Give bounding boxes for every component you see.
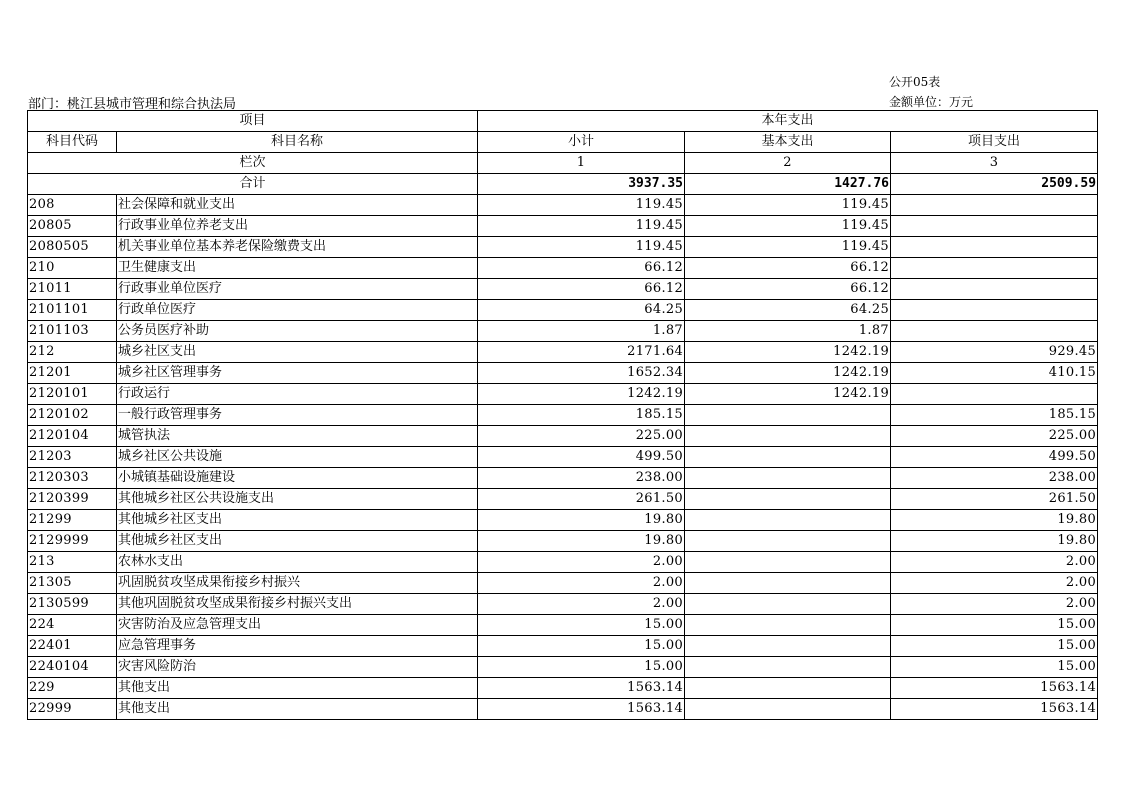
subtotal-cell: 2.00 — [478, 594, 685, 615]
subtotal-cell: 1242.19 — [478, 384, 685, 405]
total-subtotal: 3937.35 — [478, 174, 685, 195]
subject-code-cell: 2120399 — [28, 489, 117, 510]
basic-expense-cell — [685, 531, 891, 552]
table-row — [28, 237, 1098, 258]
table-row — [28, 636, 1098, 657]
project-expense-cell: 1563.14 — [891, 678, 1098, 699]
header-current-year-expense: 本年支出 — [478, 111, 1098, 132]
header-subject-name: 科目名称 — [117, 132, 478, 153]
header-row-2 — [28, 132, 1098, 153]
project-expense-cell: 225.00 — [891, 426, 1098, 447]
basic-expense-cell — [685, 510, 891, 531]
project-expense-cell: 2.00 — [891, 594, 1098, 615]
table-row — [28, 573, 1098, 594]
basic-expense-cell — [685, 489, 891, 510]
project-expense-cell: 19.80 — [891, 510, 1098, 531]
subtotal-cell: 238.00 — [478, 468, 685, 489]
project-expense-cell: 15.00 — [891, 636, 1098, 657]
subject-name-cell: 行政事业单位医疗 — [117, 279, 478, 300]
subject-name-cell: 应急管理事务 — [117, 636, 478, 657]
subject-name-cell: 公务员医疗补助 — [117, 321, 478, 342]
table-row — [28, 195, 1098, 216]
project-expense-cell: 929.45 — [891, 342, 1098, 363]
subject-name-cell: 城乡社区管理事务 — [117, 363, 478, 384]
basic-expense-cell: 66.12 — [685, 258, 891, 279]
expenditure-table — [27, 110, 1098, 720]
basic-expense-cell — [685, 447, 891, 468]
total-basic: 1427.76 — [685, 174, 891, 195]
subject-code-cell: 21011 — [28, 279, 117, 300]
subtotal-cell: 66.12 — [478, 279, 685, 300]
subject-name-cell: 其他巩固脱贫攻坚成果衔接乡村振兴支出 — [117, 594, 478, 615]
table-row — [28, 552, 1098, 573]
basic-expense-cell — [685, 657, 891, 678]
basic-expense-cell: 119.45 — [685, 237, 891, 258]
subtotal-cell: 2.00 — [478, 573, 685, 594]
table-row — [28, 426, 1098, 447]
project-expense-cell: 238.00 — [891, 468, 1098, 489]
subject-code-cell: 212 — [28, 342, 117, 363]
subtotal-cell: 2.00 — [478, 552, 685, 573]
header-basic-expense: 基本支出 — [685, 132, 891, 153]
header-column-index-label: 栏次 — [28, 153, 478, 174]
subject-code-cell: 21201 — [28, 363, 117, 384]
subtotal-cell: 119.45 — [478, 216, 685, 237]
table-row — [28, 531, 1098, 552]
project-expense-cell: 15.00 — [891, 615, 1098, 636]
project-expense-cell: 2.00 — [891, 552, 1098, 573]
table-row — [28, 258, 1098, 279]
header-row-1 — [28, 111, 1098, 132]
project-expense-cell: 410.15 — [891, 363, 1098, 384]
basic-expense-cell: 64.25 — [685, 300, 891, 321]
subject-name-cell: 城乡社区公共设施 — [117, 447, 478, 468]
subject-code-cell: 210 — [28, 258, 117, 279]
subtotal-cell: 499.50 — [478, 447, 685, 468]
basic-expense-cell — [685, 699, 891, 720]
table-row — [28, 615, 1098, 636]
subtotal-cell: 261.50 — [478, 489, 685, 510]
subtotal-cell: 1563.14 — [478, 678, 685, 699]
header-row-3 — [28, 153, 1098, 174]
subject-name-cell: 其他支出 — [117, 699, 478, 720]
basic-expense-cell — [685, 405, 891, 426]
project-expense-cell — [891, 321, 1098, 342]
column-index-3: 3 — [891, 153, 1098, 174]
subject-code-cell: 2120101 — [28, 384, 117, 405]
subject-code-cell: 2120303 — [28, 468, 117, 489]
total-project: 2509.59 — [891, 174, 1098, 195]
subject-code-cell: 21299 — [28, 510, 117, 531]
subject-name-cell: 其他城乡社区支出 — [117, 531, 478, 552]
subject-code-cell: 22999 — [28, 699, 117, 720]
subject-code-cell: 208 — [28, 195, 117, 216]
basic-expense-cell: 1242.19 — [685, 342, 891, 363]
table-row — [28, 510, 1098, 531]
subtotal-cell: 64.25 — [478, 300, 685, 321]
subject-name-cell: 小城镇基础设施建设 — [117, 468, 478, 489]
project-expense-cell: 499.50 — [891, 447, 1098, 468]
header-subject-code: 科目代码 — [28, 132, 117, 153]
basic-expense-cell — [685, 594, 891, 615]
subject-code-cell: 2080505 — [28, 237, 117, 258]
subtotal-cell: 2171.64 — [478, 342, 685, 363]
header-project-expense: 项目支出 — [891, 132, 1098, 153]
table-row — [28, 447, 1098, 468]
subtotal-cell: 19.80 — [478, 531, 685, 552]
basic-expense-cell — [685, 615, 891, 636]
subject-code-cell: 2130599 — [28, 594, 117, 615]
project-expense-cell — [891, 300, 1098, 321]
project-expense-cell — [891, 384, 1098, 405]
table-row — [28, 699, 1098, 720]
project-expense-cell — [891, 216, 1098, 237]
total-label: 合计 — [28, 174, 478, 195]
project-expense-cell: 1563.14 — [891, 699, 1098, 720]
project-expense-cell: 185.15 — [891, 405, 1098, 426]
subject-code-cell: 2101101 — [28, 300, 117, 321]
basic-expense-cell — [685, 426, 891, 447]
subtotal-cell: 15.00 — [478, 636, 685, 657]
project-expense-cell: 261.50 — [891, 489, 1098, 510]
subtotal-cell: 1563.14 — [478, 699, 685, 720]
subtotal-cell: 225.00 — [478, 426, 685, 447]
subject-name-cell: 其他支出 — [117, 678, 478, 699]
subject-code-cell: 213 — [28, 552, 117, 573]
table-row — [28, 405, 1098, 426]
basic-expense-cell: 119.45 — [685, 216, 891, 237]
subject-name-cell: 卫生健康支出 — [117, 258, 478, 279]
subject-code-cell: 2101103 — [28, 321, 117, 342]
subtotal-cell: 1652.34 — [478, 363, 685, 384]
subject-name-cell: 一般行政管理事务 — [117, 405, 478, 426]
subject-name-cell: 巩固脱贫攻坚成果衔接乡村振兴 — [117, 573, 478, 594]
subject-code-cell: 2120104 — [28, 426, 117, 447]
basic-expense-cell — [685, 678, 891, 699]
table-row — [28, 678, 1098, 699]
table-row — [28, 363, 1098, 384]
table-row — [28, 657, 1098, 678]
subject-code-cell: 2129999 — [28, 531, 117, 552]
department-label: 部门：桃江县城市管理和综合执法局 — [28, 97, 237, 112]
basic-expense-cell: 66.12 — [685, 279, 891, 300]
table-row — [28, 594, 1098, 615]
subject-name-cell: 灾害防治及应急管理支出 — [117, 615, 478, 636]
subtotal-cell: 15.00 — [478, 615, 685, 636]
subject-name-cell: 行政事业单位养老支出 — [117, 216, 478, 237]
subtotal-cell: 19.80 — [478, 510, 685, 531]
subject-name-cell: 城管执法 — [117, 426, 478, 447]
header-item: 项目 — [28, 111, 478, 132]
subject-code-cell: 2120102 — [28, 405, 117, 426]
subtotal-cell: 15.00 — [478, 657, 685, 678]
table-row — [28, 300, 1098, 321]
table-row — [28, 321, 1098, 342]
subtotal-cell: 119.45 — [478, 237, 685, 258]
project-expense-cell: 15.00 — [891, 657, 1098, 678]
basic-expense-cell — [685, 573, 891, 594]
amount-unit: 金额单位：万元 — [889, 95, 974, 109]
total-row — [28, 174, 1098, 195]
subject-name-cell: 机关事业单位基本养老保险缴费支出 — [117, 237, 478, 258]
table-row — [28, 489, 1098, 510]
subject-name-cell: 农林水支出 — [117, 552, 478, 573]
subtotal-cell: 1.87 — [478, 321, 685, 342]
project-expense-cell — [891, 195, 1098, 216]
project-expense-cell — [891, 237, 1098, 258]
basic-expense-cell: 119.45 — [685, 195, 891, 216]
subtotal-cell: 66.12 — [478, 258, 685, 279]
subject-name-cell: 行政运行 — [117, 384, 478, 405]
subtotal-cell: 185.15 — [478, 405, 685, 426]
table-row — [28, 468, 1098, 489]
table-row — [28, 342, 1098, 363]
table-row — [28, 384, 1098, 405]
subject-code-cell: 224 — [28, 615, 117, 636]
subject-name-cell: 其他城乡社区公共设施支出 — [117, 489, 478, 510]
subject-name-cell: 其他城乡社区支出 — [117, 510, 478, 531]
subject-name-cell: 行政单位医疗 — [117, 300, 478, 321]
table-row — [28, 216, 1098, 237]
subject-code-cell: 20805 — [28, 216, 117, 237]
column-index-1: 1 — [478, 153, 685, 174]
subject-code-cell: 21305 — [28, 573, 117, 594]
subject-code-cell: 22401 — [28, 636, 117, 657]
subject-name-cell: 城乡社区支出 — [117, 342, 478, 363]
table-row — [28, 279, 1098, 300]
header-subtotal: 小计 — [478, 132, 685, 153]
subject-name-cell: 灾害风险防治 — [117, 657, 478, 678]
project-expense-cell: 19.80 — [891, 531, 1098, 552]
form-number: 公开05表 — [889, 75, 941, 89]
basic-expense-cell: 1242.19 — [685, 384, 891, 405]
subject-name-cell: 社会保障和就业支出 — [117, 195, 478, 216]
basic-expense-cell — [685, 468, 891, 489]
project-expense-cell — [891, 279, 1098, 300]
subject-code-cell: 2240104 — [28, 657, 117, 678]
basic-expense-cell: 1242.19 — [685, 363, 891, 384]
subject-code-cell: 21203 — [28, 447, 117, 468]
project-expense-cell — [891, 258, 1098, 279]
project-expense-cell: 2.00 — [891, 573, 1098, 594]
basic-expense-cell — [685, 636, 891, 657]
basic-expense-cell: 1.87 — [685, 321, 891, 342]
subject-code-cell: 229 — [28, 678, 117, 699]
subtotal-cell: 119.45 — [478, 195, 685, 216]
column-index-2: 2 — [685, 153, 891, 174]
basic-expense-cell — [685, 552, 891, 573]
